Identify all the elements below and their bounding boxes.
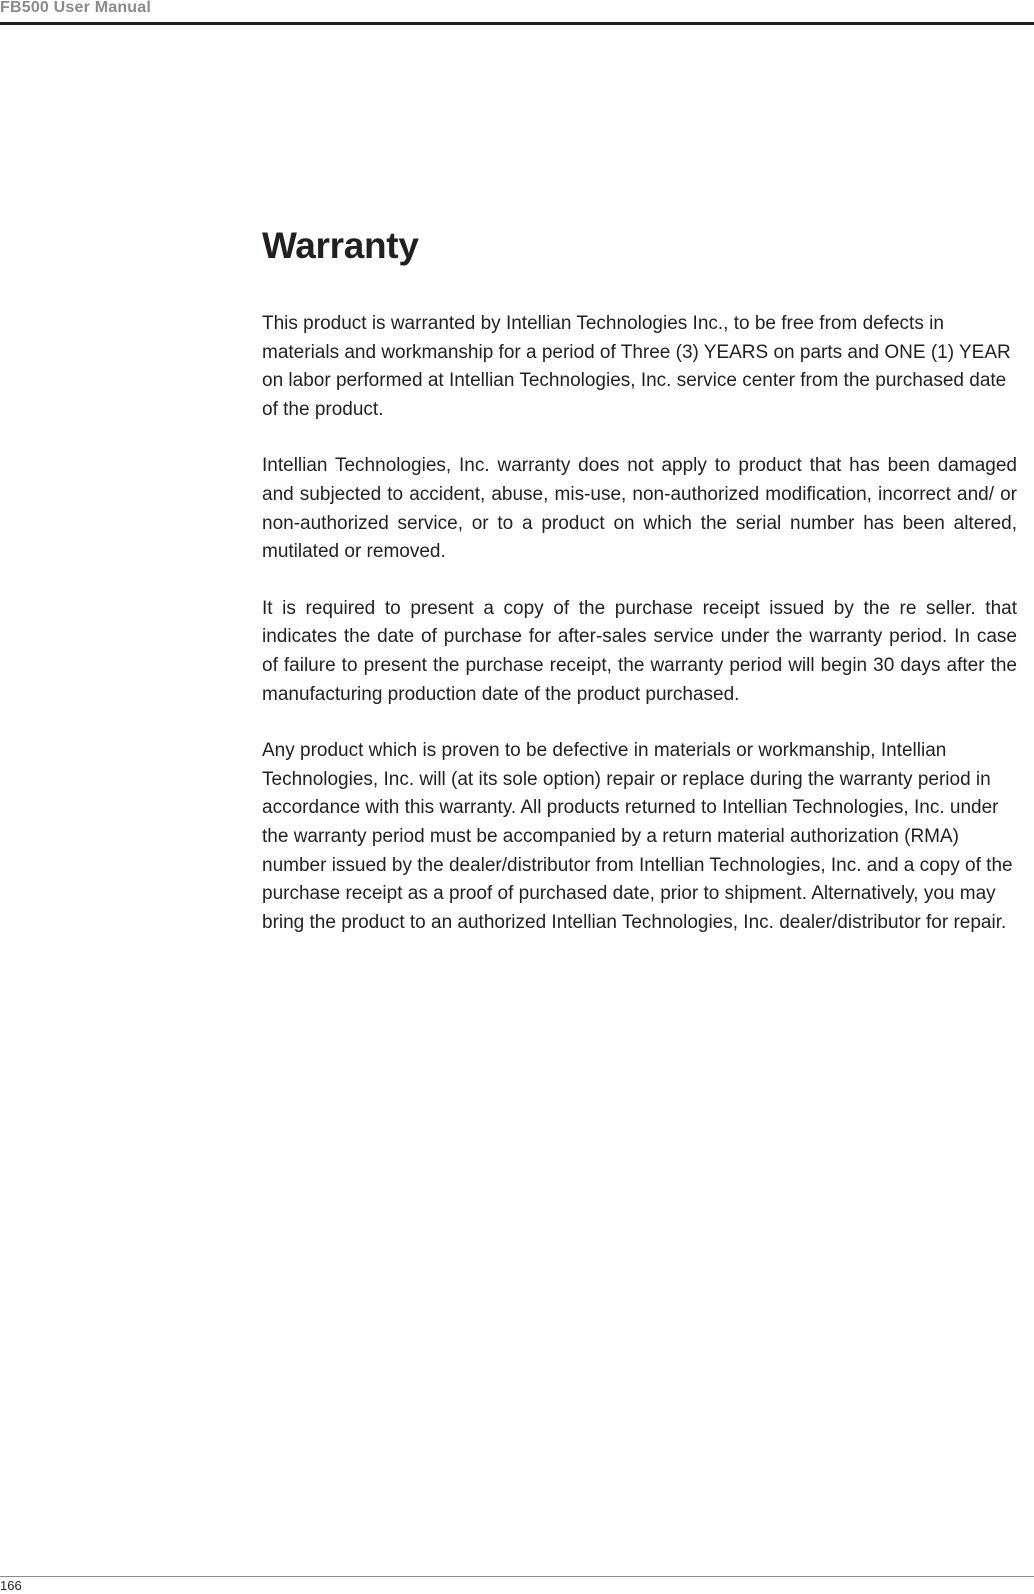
footer-rule [0,1576,1034,1577]
manual-title: FB500 User Manual [0,0,152,16]
paragraph-receipt: It is required to present a copy of the purchase receipt issued by the re seller. that indicates the date of purchase for after-sales service under the warranty period. In case of failure to present the purchase receipt, the warranty period will begin 30 days after the manufacturing production date of the product purchased. [262,597,1017,705]
running-header [0,0,1034,25]
warranty-section [262,226,1017,937]
page-number: 166 [0,1578,22,1593]
section-title: Warranty [262,225,419,266]
paragraph-exclusions: Intellian Technologies, Inc. warranty does not apply to product that has been damaged and subjected to accident, abuse, mis-use, non-authorized modification, incorrect and/ or non-authorized service, or to a product on which the serial number has been altered, mutilated or removed. [262,455,1017,563]
paragraph-repair: Any product which is proven to be defective in materials or workmanship, Intellian Technologies, Inc. will (at its sole option) repair or replace during the warranty period in accordance with this warranty. All products returned to Intellian Technologies, Inc. under the warranty period must be accompanied by a return material authorization (RMA) number issued by the dealer/distributor from Intellian Technologies, Inc. and a copy of the purchase receipt as a proof of purchased date, prior to shipment. Alternatively, you may bring the product to an authorized Intellian Technologies, Inc. dealer/distributor for repair. [262,740,1013,933]
paragraph-coverage: This product is warranted by Intellian Technologies Inc., to be free from defects in materials and workmanship for a period of Three (3) YEARS on parts and ONE (1) YEAR on labor performed at Intellian Technologies, Inc. service center from the purchased date of the product. [262,313,1011,420]
